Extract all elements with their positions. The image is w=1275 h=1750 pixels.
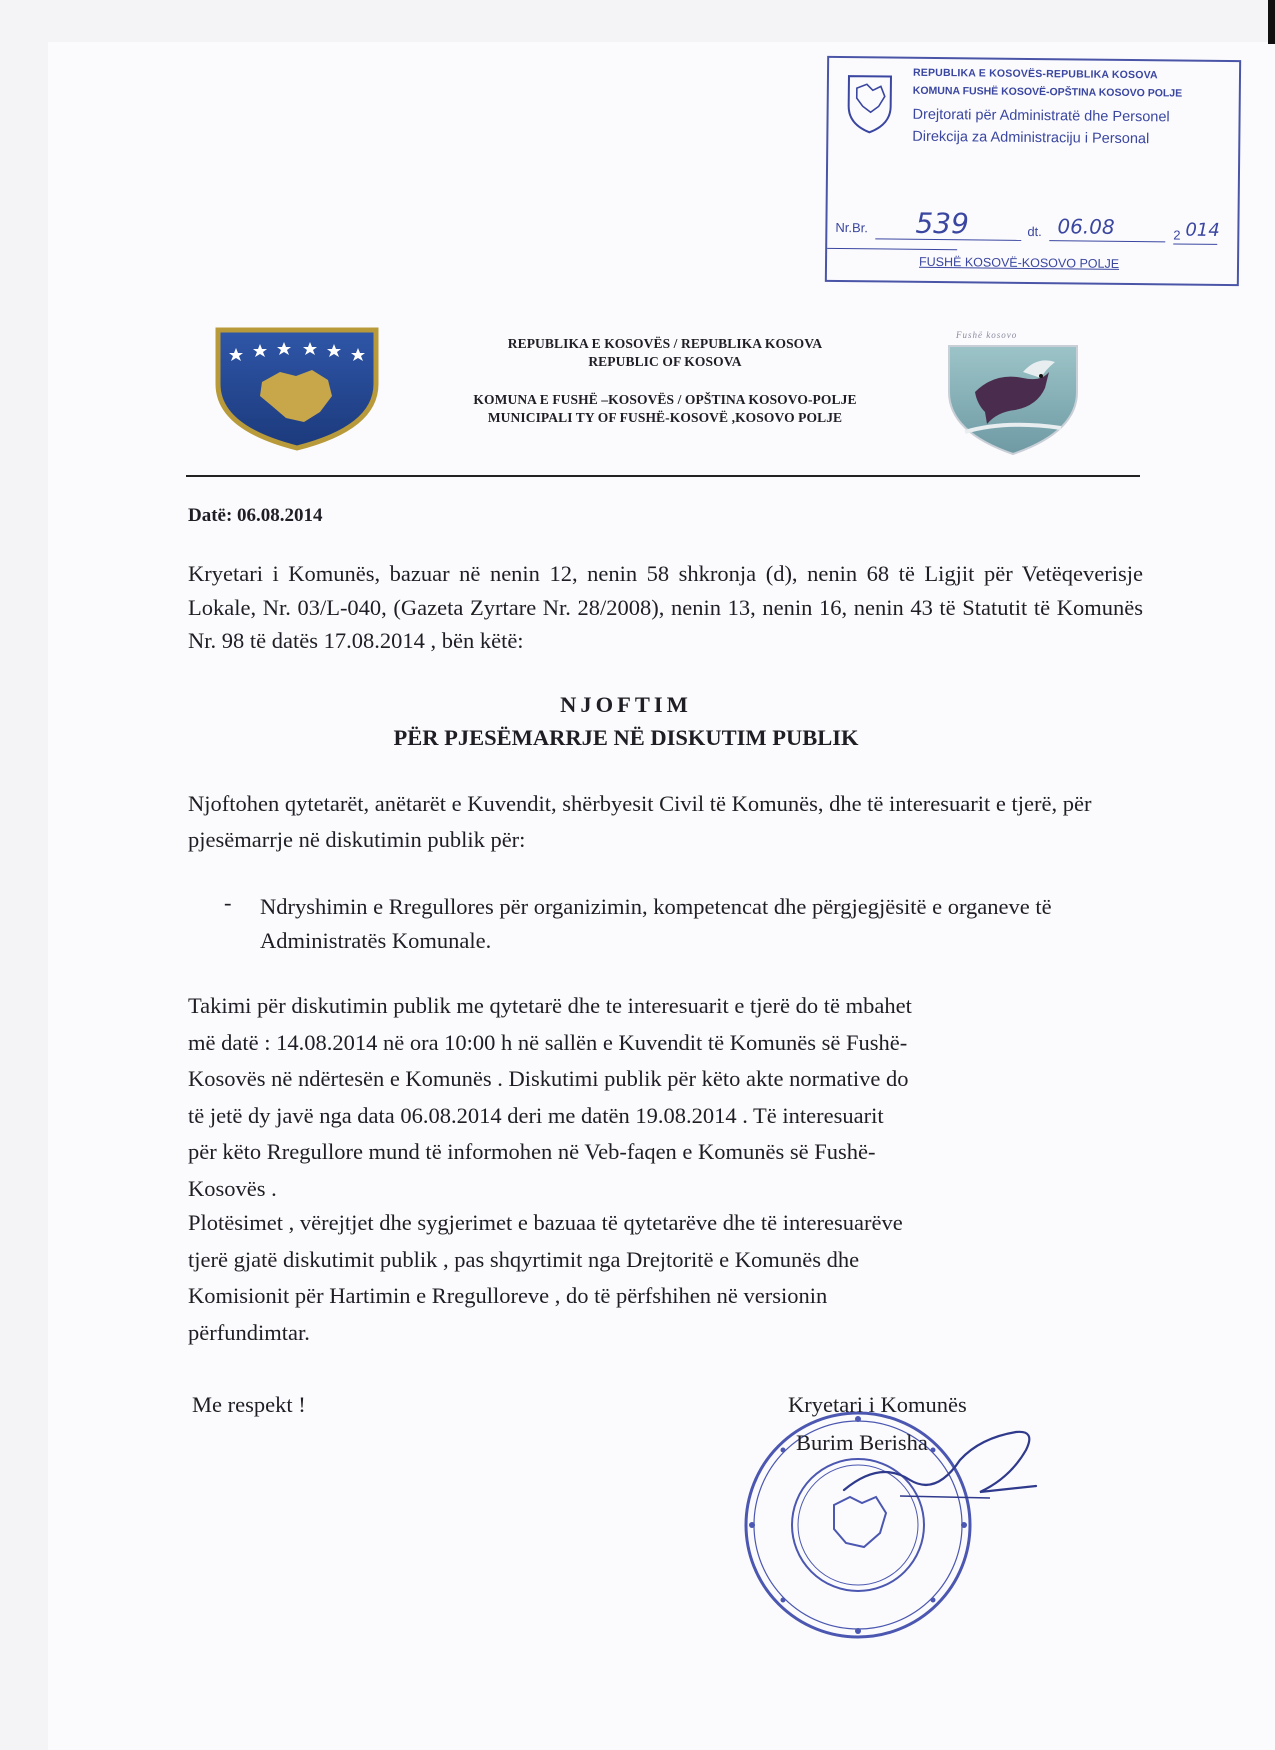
letterhead-rule <box>186 475 1140 477</box>
kosovo-coat-of-arms-icon <box>212 324 382 452</box>
meeting-line: Kosovës në ndërtesën e Komunës . Diskutimi publik për këto akte normative do <box>188 1066 909 1091</box>
bullet-item: Ndryshimin e Rregullores për organizimin, kompetencat dhe përgjegjësitë e organeve të Administratës Komunale. <box>260 894 1052 953</box>
stamp-dt-label: dt. <box>1027 223 1042 240</box>
meeting-line: të jetë dy javë nga data 06.08.2014 deri me datën 19.08.2014 . Të interesuarit <box>188 1102 884 1128</box>
stamp-line-1: REPUBLIKA E KOSOVËS-REPUBLIKA KOSOVA <box>912 66 1158 82</box>
stamp-line-3: Drejtorati për Administratë dhe Personel <box>912 106 1170 126</box>
letterhead-line-4: MUNICIPALI TY OF FUSHË-KOSOVË ,KOSOVO POLJE <box>487 410 843 425</box>
signatory-title: Kryetari i Komunës <box>788 1392 967 1417</box>
kosovo-emblem-icon <box>844 72 895 135</box>
bullet-dash: - <box>224 890 232 915</box>
letterhead-line-1: REPUBLIKA E KOSOVËS / REPUBLIKA KOSOVA <box>507 336 823 351</box>
scan-edge-mark <box>1268 0 1275 44</box>
stamp-year-value: 014 <box>1185 219 1220 241</box>
fushe-kosova-emblem-icon <box>945 332 1081 456</box>
stamp-dt-value: 06.08 <box>1057 214 1115 239</box>
stamp-year-line <box>1173 243 1217 244</box>
letterhead-line-2: REPUBLIC OF KOSOVA <box>588 354 742 369</box>
stamp-line-4: Direkcija za Administraciju i Personal <box>912 128 1150 148</box>
additions-line: Plotësimet , vërejtjet dhe sygjerimet e bazuaa të qytetarëve dhe të interesuarëve <box>188 1210 903 1235</box>
meeting-paragraph <box>188 988 1148 1207</box>
additions-line: Komisionit për Hartimin e Rregulloreve , do të përfshihen në versionin <box>188 1283 828 1308</box>
stamp-year-prefix: 2 <box>1173 227 1181 243</box>
meeting-line: Takimi për diskutimin publik me qytetarë dhe te interesuarit e tjerë do të mbahet <box>188 993 912 1018</box>
meeting-line: më datë : 14.08.2014 në ora 10:00 h në sallën e Kuvendit të Komunës së Fushë- <box>188 1029 908 1055</box>
fk-emblem-label: Fushë kosovo <box>956 330 1018 340</box>
signatory-name: Burim Berisha <box>796 1430 928 1455</box>
document-title: NJOFTIM <box>560 692 692 717</box>
document-subtitle: PËR PJESËMARRJE NË DISKUTIM PUBLIK <box>393 725 859 750</box>
notice-paragraph: Njoftohen qytetarët, anëtarët e Kuvendit, shërbyesit Civil të Komunës, dhe të interesuarit e tjerë, për pjesëmarrje në diskutimin publik për: <box>188 791 1092 852</box>
additions-line: përfundimtar. <box>188 1319 310 1345</box>
closing-phrase: Me respekt ! <box>192 1392 306 1417</box>
intro-paragraph: Kryetari i Komunës, bazuar në nenin 12, nenin 58 shkronja (d), nenin 68 të Ligjit për Vetëqeverisje Lokale, Nr. 03/L-040, (Gazeta Zyrtare Nr. 28/2008), nenin 13, nenin 16, nenin 43 të Statutit të Komunës Nr. 98 të datës 17.08.2014 , bën këtë: <box>188 561 1143 653</box>
stamp-place: FUSHË KOSOVË-KOSOVO POLJE <box>918 254 1120 271</box>
document-date: Datë: 06.08.2014 <box>188 505 323 526</box>
stamp-dt-line <box>1049 240 1165 242</box>
meeting-line: Kosovës . <box>188 1175 277 1201</box>
additions-paragraph <box>188 1205 1148 1351</box>
stamp-foot-line <box>827 248 957 250</box>
additions-line: tjerë gjatë diskutimit publik , pas shqyrtimit nga Drejtoritë e Komunës dhe <box>188 1246 860 1272</box>
stamp-nr-label: Nr.Br. <box>835 219 868 236</box>
registry-stamp <box>825 56 1241 286</box>
letterhead-line-3: KOMUNA E FUSHË –KOSOVËS / OPŠTINA KOSOVO-POLJE <box>473 392 857 407</box>
stamp-nr-value: 539 <box>915 206 970 241</box>
meeting-line: për këto Rregullore mund të informohen në Veb-faqen e Komunës së Fushë- <box>188 1139 876 1164</box>
stamp-line-2: KOMUNA FUSHË KOSOVË-OPŠTINA KOSOVO POLJE <box>912 84 1183 100</box>
